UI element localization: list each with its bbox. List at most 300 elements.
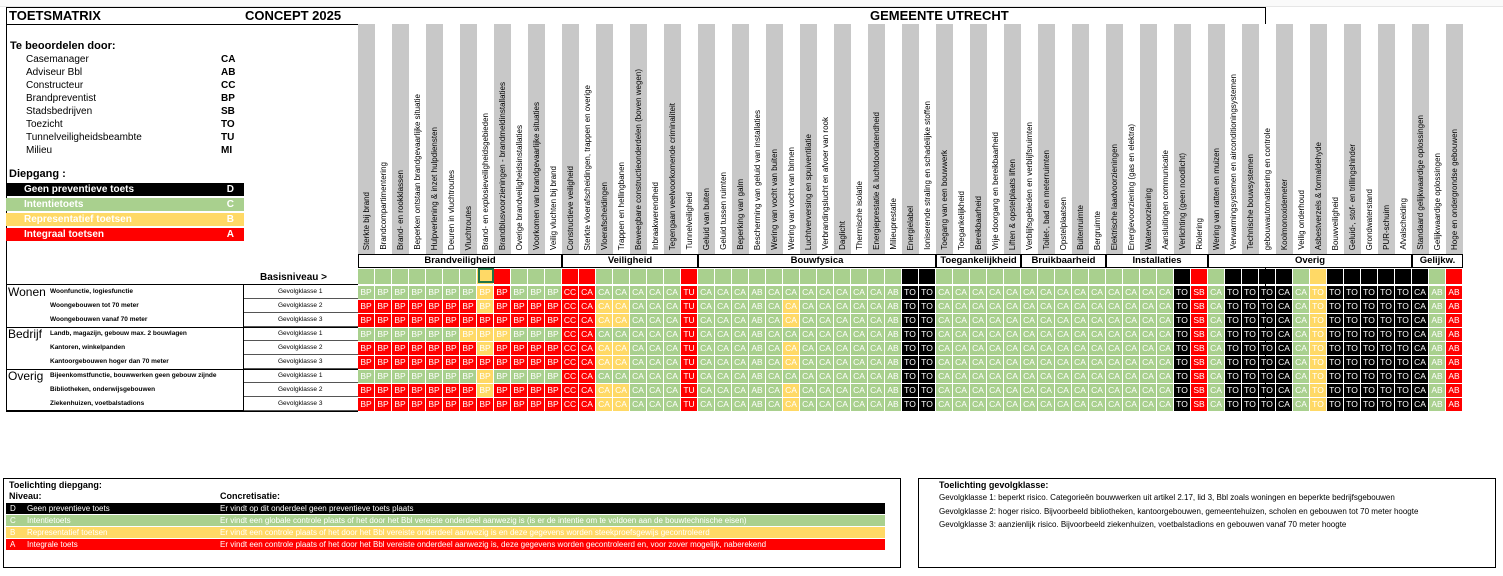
- matrix-cell[interactable]: TO: [1361, 342, 1378, 355]
- matrix-cell[interactable]: CA: [1123, 342, 1140, 355]
- matrix-cell[interactable]: CA: [1106, 398, 1123, 411]
- matrix-cell[interactable]: BP: [392, 370, 409, 383]
- basis-cell[interactable]: [1004, 269, 1021, 284]
- matrix-cell[interactable]: TO: [902, 286, 919, 299]
- basis-cell[interactable]: [834, 269, 851, 284]
- matrix-cell[interactable]: CA: [1123, 300, 1140, 313]
- matrix-cell[interactable]: CA: [868, 356, 885, 369]
- matrix-cell[interactable]: TO: [1327, 398, 1344, 411]
- matrix-cell[interactable]: AB: [1446, 384, 1463, 397]
- matrix-cell[interactable]: TO: [1344, 314, 1361, 327]
- matrix-cell[interactable]: TU: [681, 300, 698, 313]
- matrix-cell[interactable]: CA: [664, 328, 681, 341]
- basis-cell[interactable]: [1327, 269, 1344, 284]
- matrix-cell[interactable]: CA: [1004, 314, 1021, 327]
- matrix-cell[interactable]: TO: [1395, 370, 1412, 383]
- matrix-cell[interactable]: TO: [1395, 314, 1412, 327]
- matrix-cell[interactable]: SB: [1191, 342, 1208, 355]
- matrix-cell[interactable]: TO: [1327, 356, 1344, 369]
- basis-cell[interactable]: [1310, 269, 1327, 284]
- matrix-cell[interactable]: CA: [647, 342, 664, 355]
- basis-cell[interactable]: [1293, 269, 1310, 284]
- matrix-cell[interactable]: CA: [1140, 314, 1157, 327]
- matrix-cell[interactable]: CA: [1055, 384, 1072, 397]
- matrix-cell[interactable]: CA: [1055, 342, 1072, 355]
- matrix-cell[interactable]: TO: [902, 398, 919, 411]
- matrix-cell[interactable]: CA: [1089, 328, 1106, 341]
- matrix-cell[interactable]: SB: [1191, 370, 1208, 383]
- matrix-cell[interactable]: TO: [902, 370, 919, 383]
- matrix-cell[interactable]: TO: [1310, 286, 1327, 299]
- matrix-cell[interactable]: TO: [1242, 342, 1259, 355]
- matrix-cell[interactable]: BP: [409, 300, 426, 313]
- matrix-cell[interactable]: BP: [375, 384, 392, 397]
- matrix-cell[interactable]: CA: [953, 356, 970, 369]
- matrix-cell[interactable]: CA: [715, 328, 732, 341]
- matrix-cell[interactable]: BP: [528, 342, 545, 355]
- matrix-cell[interactable]: AB: [1429, 328, 1446, 341]
- matrix-cell[interactable]: CA: [1072, 398, 1089, 411]
- matrix-cell[interactable]: TO: [1225, 370, 1242, 383]
- basis-cell[interactable]: [1412, 269, 1429, 284]
- matrix-cell[interactable]: CA: [579, 398, 596, 411]
- basis-cell[interactable]: [579, 269, 596, 284]
- matrix-cell[interactable]: CA: [800, 356, 817, 369]
- matrix-cell[interactable]: CA: [664, 286, 681, 299]
- matrix-cell[interactable]: CA: [732, 398, 749, 411]
- matrix-cell[interactable]: TO: [919, 342, 936, 355]
- matrix-cell[interactable]: CA: [1055, 300, 1072, 313]
- matrix-cell[interactable]: CA: [987, 314, 1004, 327]
- matrix-cell[interactable]: BP: [460, 328, 477, 341]
- basis-cell[interactable]: [1429, 269, 1446, 284]
- matrix-cell[interactable]: CA: [596, 398, 613, 411]
- matrix-cell[interactable]: CA: [1106, 314, 1123, 327]
- matrix-cell[interactable]: CA: [1276, 314, 1293, 327]
- matrix-cell[interactable]: CA: [1157, 398, 1174, 411]
- matrix-cell[interactable]: TO: [1174, 398, 1191, 411]
- matrix-cell[interactable]: TO: [1327, 300, 1344, 313]
- matrix-cell[interactable]: CA: [1123, 286, 1140, 299]
- matrix-cell[interactable]: TO: [1310, 300, 1327, 313]
- matrix-cell[interactable]: CA: [1293, 286, 1310, 299]
- matrix-cell[interactable]: SB: [1191, 300, 1208, 313]
- matrix-cell[interactable]: CA: [1123, 314, 1140, 327]
- matrix-cell[interactable]: CA: [1072, 328, 1089, 341]
- matrix-cell[interactable]: AB: [1446, 286, 1463, 299]
- matrix-cell[interactable]: CC: [562, 300, 579, 313]
- matrix-cell[interactable]: CA: [834, 398, 851, 411]
- matrix-cell[interactable]: CA: [1412, 286, 1429, 299]
- matrix-cell[interactable]: CA: [1072, 314, 1089, 327]
- matrix-cell[interactable]: BP: [409, 286, 426, 299]
- matrix-cell[interactable]: TO: [1378, 356, 1395, 369]
- matrix-cell[interactable]: TO: [1242, 356, 1259, 369]
- matrix-cell[interactable]: TO: [1344, 300, 1361, 313]
- matrix-cell[interactable]: TO: [1225, 328, 1242, 341]
- matrix-cell[interactable]: TO: [919, 314, 936, 327]
- matrix-cell[interactable]: BP: [460, 398, 477, 411]
- matrix-cell[interactable]: CA: [783, 356, 800, 369]
- matrix-cell[interactable]: CA: [1208, 314, 1225, 327]
- matrix-cell[interactable]: AB: [1446, 398, 1463, 411]
- matrix-cell[interactable]: CA: [579, 384, 596, 397]
- matrix-cell[interactable]: BP: [511, 356, 528, 369]
- matrix-cell[interactable]: BP: [443, 300, 460, 313]
- matrix-cell[interactable]: TO: [919, 300, 936, 313]
- basis-cell[interactable]: [375, 269, 392, 284]
- matrix-cell[interactable]: BP: [426, 356, 443, 369]
- matrix-cell[interactable]: AB: [1429, 356, 1446, 369]
- matrix-cell[interactable]: TO: [1361, 314, 1378, 327]
- matrix-cell[interactable]: TU: [681, 342, 698, 355]
- matrix-cell[interactable]: CA: [1004, 398, 1021, 411]
- matrix-cell[interactable]: AB: [749, 328, 766, 341]
- matrix-cell[interactable]: TO: [1310, 356, 1327, 369]
- matrix-cell[interactable]: CA: [987, 356, 1004, 369]
- matrix-cell[interactable]: CA: [1140, 286, 1157, 299]
- matrix-cell[interactable]: CA: [936, 314, 953, 327]
- matrix-cell[interactable]: BP: [392, 356, 409, 369]
- matrix-cell[interactable]: AB: [1429, 342, 1446, 355]
- matrix-cell[interactable]: BP: [375, 356, 392, 369]
- basis-cell[interactable]: [358, 269, 375, 284]
- matrix-cell[interactable]: BP: [545, 370, 562, 383]
- matrix-cell[interactable]: CA: [970, 328, 987, 341]
- matrix-cell[interactable]: CA: [613, 286, 630, 299]
- matrix-cell[interactable]: CA: [766, 398, 783, 411]
- matrix-cell[interactable]: CA: [630, 300, 647, 313]
- matrix-cell[interactable]: BP: [443, 370, 460, 383]
- matrix-cell[interactable]: CA: [1021, 314, 1038, 327]
- matrix-cell[interactable]: TO: [1361, 370, 1378, 383]
- matrix-cell[interactable]: CA: [1106, 356, 1123, 369]
- matrix-cell[interactable]: TO: [919, 370, 936, 383]
- matrix-cell[interactable]: CC: [562, 356, 579, 369]
- basis-cell[interactable]: [1055, 269, 1072, 284]
- matrix-cell[interactable]: CA: [766, 328, 783, 341]
- matrix-cell[interactable]: TO: [1327, 370, 1344, 383]
- matrix-cell[interactable]: BP: [426, 398, 443, 411]
- basis-cell[interactable]: [1089, 269, 1106, 284]
- matrix-cell[interactable]: CA: [953, 384, 970, 397]
- basis-cell[interactable]: [715, 269, 732, 284]
- matrix-cell[interactable]: AB: [1446, 328, 1463, 341]
- matrix-cell[interactable]: CA: [970, 342, 987, 355]
- matrix-cell[interactable]: CA: [1055, 398, 1072, 411]
- matrix-cell[interactable]: CA: [1072, 286, 1089, 299]
- matrix-cell[interactable]: BP: [494, 314, 511, 327]
- matrix-cell[interactable]: CA: [1072, 356, 1089, 369]
- matrix-cell[interactable]: AB: [885, 314, 902, 327]
- matrix-cell[interactable]: BP: [426, 370, 443, 383]
- matrix-cell[interactable]: CA: [800, 398, 817, 411]
- matrix-cell[interactable]: TO: [1259, 370, 1276, 383]
- matrix-cell[interactable]: CA: [1208, 356, 1225, 369]
- matrix-cell[interactable]: TO: [1174, 370, 1191, 383]
- basis-cell[interactable]: [596, 269, 613, 284]
- matrix-cell[interactable]: BP: [511, 342, 528, 355]
- matrix-cell[interactable]: SB: [1191, 328, 1208, 341]
- matrix-cell[interactable]: TO: [1174, 286, 1191, 299]
- basis-cell[interactable]: [698, 269, 715, 284]
- matrix-cell[interactable]: CA: [698, 384, 715, 397]
- matrix-cell[interactable]: CA: [1123, 328, 1140, 341]
- matrix-cell[interactable]: CA: [1293, 314, 1310, 327]
- matrix-cell[interactable]: CA: [1293, 398, 1310, 411]
- matrix-cell[interactable]: TO: [1225, 314, 1242, 327]
- matrix-cell[interactable]: CA: [868, 370, 885, 383]
- matrix-cell[interactable]: TO: [1259, 398, 1276, 411]
- matrix-cell[interactable]: CA: [1293, 356, 1310, 369]
- matrix-cell[interactable]: BP: [477, 342, 494, 355]
- matrix-cell[interactable]: TO: [1225, 398, 1242, 411]
- matrix-cell[interactable]: CA: [579, 328, 596, 341]
- matrix-cell[interactable]: BP: [358, 370, 375, 383]
- matrix-cell[interactable]: CA: [817, 300, 834, 313]
- matrix-cell[interactable]: TO: [1361, 328, 1378, 341]
- matrix-cell[interactable]: CC: [562, 328, 579, 341]
- matrix-cell[interactable]: CA: [868, 328, 885, 341]
- matrix-cell[interactable]: CA: [1157, 370, 1174, 383]
- matrix-cell[interactable]: TO: [1174, 356, 1191, 369]
- matrix-cell[interactable]: CA: [1021, 286, 1038, 299]
- matrix-cell[interactable]: CA: [1123, 356, 1140, 369]
- matrix-cell[interactable]: CA: [596, 356, 613, 369]
- matrix-cell[interactable]: BP: [409, 370, 426, 383]
- matrix-cell[interactable]: BP: [545, 356, 562, 369]
- matrix-cell[interactable]: TO: [1395, 328, 1412, 341]
- matrix-cell[interactable]: BP: [426, 300, 443, 313]
- matrix-cell[interactable]: CA: [1004, 300, 1021, 313]
- matrix-cell[interactable]: TO: [1327, 328, 1344, 341]
- matrix-cell[interactable]: SB: [1191, 314, 1208, 327]
- matrix-cell[interactable]: TO: [1344, 356, 1361, 369]
- matrix-cell[interactable]: CA: [715, 314, 732, 327]
- matrix-cell[interactable]: CA: [698, 286, 715, 299]
- matrix-cell[interactable]: CA: [1208, 286, 1225, 299]
- matrix-cell[interactable]: TO: [1378, 286, 1395, 299]
- matrix-cell[interactable]: TO: [1378, 300, 1395, 313]
- matrix-cell[interactable]: TO: [902, 384, 919, 397]
- matrix-cell[interactable]: CA: [647, 314, 664, 327]
- matrix-cell[interactable]: BP: [494, 370, 511, 383]
- matrix-cell[interactable]: CA: [647, 286, 664, 299]
- matrix-cell[interactable]: BP: [528, 370, 545, 383]
- matrix-cell[interactable]: TO: [919, 328, 936, 341]
- matrix-cell[interactable]: CA: [1089, 314, 1106, 327]
- matrix-cell[interactable]: BP: [358, 356, 375, 369]
- matrix-cell[interactable]: BP: [460, 370, 477, 383]
- basis-cell[interactable]: [1276, 269, 1293, 284]
- matrix-cell[interactable]: CA: [1293, 384, 1310, 397]
- matrix-cell[interactable]: BP: [358, 328, 375, 341]
- basis-cell[interactable]: [1344, 269, 1361, 284]
- matrix-cell[interactable]: CA: [936, 342, 953, 355]
- matrix-cell[interactable]: CA: [1276, 328, 1293, 341]
- basis-cell[interactable]: [1225, 269, 1242, 284]
- matrix-cell[interactable]: TO: [1378, 398, 1395, 411]
- matrix-cell[interactable]: BP: [477, 384, 494, 397]
- matrix-cell[interactable]: CA: [1038, 314, 1055, 327]
- basis-cell[interactable]: [749, 269, 766, 284]
- basis-cell[interactable]: [613, 269, 630, 284]
- matrix-cell[interactable]: CA: [1038, 398, 1055, 411]
- matrix-cell[interactable]: CA: [715, 398, 732, 411]
- matrix-cell[interactable]: TO: [1361, 286, 1378, 299]
- matrix-cell[interactable]: BP: [375, 314, 392, 327]
- basis-cell[interactable]: [409, 269, 426, 284]
- matrix-cell[interactable]: CA: [817, 342, 834, 355]
- matrix-cell[interactable]: CA: [1276, 398, 1293, 411]
- matrix-cell[interactable]: CA: [596, 384, 613, 397]
- basis-cell[interactable]: [1361, 269, 1378, 284]
- matrix-cell[interactable]: CA: [698, 370, 715, 383]
- matrix-cell[interactable]: BP: [460, 300, 477, 313]
- basis-cell[interactable]: [902, 269, 919, 284]
- matrix-cell[interactable]: CA: [613, 370, 630, 383]
- matrix-cell[interactable]: CA: [783, 300, 800, 313]
- matrix-cell[interactable]: CA: [664, 370, 681, 383]
- matrix-cell[interactable]: CA: [936, 356, 953, 369]
- matrix-cell[interactable]: CA: [987, 384, 1004, 397]
- basis-cell[interactable]: [1174, 269, 1191, 284]
- matrix-cell[interactable]: CA: [1412, 370, 1429, 383]
- matrix-cell[interactable]: CA: [596, 300, 613, 313]
- matrix-cell[interactable]: CA: [1089, 398, 1106, 411]
- matrix-cell[interactable]: CA: [953, 342, 970, 355]
- matrix-cell[interactable]: CA: [579, 300, 596, 313]
- matrix-cell[interactable]: BP: [477, 328, 494, 341]
- matrix-cell[interactable]: CA: [613, 384, 630, 397]
- matrix-cell[interactable]: TO: [1259, 328, 1276, 341]
- matrix-cell[interactable]: CA: [936, 286, 953, 299]
- matrix-cell[interactable]: BP: [494, 398, 511, 411]
- matrix-cell[interactable]: CA: [1106, 328, 1123, 341]
- matrix-cell[interactable]: BP: [426, 384, 443, 397]
- matrix-cell[interactable]: AB: [749, 384, 766, 397]
- matrix-cell[interactable]: BP: [511, 370, 528, 383]
- matrix-cell[interactable]: AB: [1446, 356, 1463, 369]
- matrix-cell[interactable]: AB: [749, 300, 766, 313]
- matrix-cell[interactable]: BP: [443, 356, 460, 369]
- matrix-cell[interactable]: BP: [443, 342, 460, 355]
- matrix-cell[interactable]: SB: [1191, 356, 1208, 369]
- matrix-cell[interactable]: AB: [885, 370, 902, 383]
- matrix-cell[interactable]: TO: [1242, 314, 1259, 327]
- matrix-cell[interactable]: CA: [800, 370, 817, 383]
- matrix-cell[interactable]: AB: [1446, 314, 1463, 327]
- basis-cell[interactable]: [1395, 269, 1412, 284]
- matrix-cell[interactable]: TU: [681, 384, 698, 397]
- matrix-cell[interactable]: TU: [681, 286, 698, 299]
- matrix-cell[interactable]: TO: [1310, 370, 1327, 383]
- matrix-cell[interactable]: CA: [1208, 398, 1225, 411]
- matrix-cell[interactable]: CA: [715, 384, 732, 397]
- matrix-cell[interactable]: BP: [511, 384, 528, 397]
- matrix-cell[interactable]: BP: [358, 398, 375, 411]
- matrix-cell[interactable]: BP: [545, 314, 562, 327]
- matrix-cell[interactable]: CA: [1140, 300, 1157, 313]
- matrix-cell[interactable]: TO: [1242, 370, 1259, 383]
- matrix-cell[interactable]: CA: [630, 384, 647, 397]
- basis-cell[interactable]: [1191, 269, 1208, 284]
- matrix-cell[interactable]: BP: [528, 356, 545, 369]
- matrix-cell[interactable]: TO: [902, 328, 919, 341]
- matrix-cell[interactable]: CA: [732, 384, 749, 397]
- matrix-cell[interactable]: TO: [1395, 300, 1412, 313]
- matrix-cell[interactable]: TO: [1174, 300, 1191, 313]
- matrix-cell[interactable]: TO: [1378, 342, 1395, 355]
- matrix-cell[interactable]: CA: [1055, 328, 1072, 341]
- matrix-cell[interactable]: CA: [970, 398, 987, 411]
- matrix-cell[interactable]: CA: [987, 398, 1004, 411]
- matrix-cell[interactable]: CA: [1004, 370, 1021, 383]
- basis-cell[interactable]: [766, 269, 783, 284]
- matrix-cell[interactable]: CA: [579, 356, 596, 369]
- matrix-cell[interactable]: CA: [868, 384, 885, 397]
- matrix-cell[interactable]: BP: [426, 342, 443, 355]
- basis-cell[interactable]: [1038, 269, 1055, 284]
- matrix-cell[interactable]: BP: [392, 384, 409, 397]
- matrix-cell[interactable]: CA: [1208, 300, 1225, 313]
- matrix-cell[interactable]: CA: [664, 356, 681, 369]
- matrix-cell[interactable]: BP: [511, 314, 528, 327]
- matrix-cell[interactable]: CC: [562, 314, 579, 327]
- matrix-cell[interactable]: AB: [749, 356, 766, 369]
- matrix-cell[interactable]: BP: [409, 342, 426, 355]
- matrix-cell[interactable]: CA: [851, 384, 868, 397]
- matrix-cell[interactable]: TO: [1174, 314, 1191, 327]
- matrix-cell[interactable]: CA: [1140, 342, 1157, 355]
- matrix-cell[interactable]: CA: [953, 328, 970, 341]
- matrix-cell[interactable]: BP: [528, 314, 545, 327]
- matrix-cell[interactable]: CA: [970, 370, 987, 383]
- matrix-cell[interactable]: TO: [902, 342, 919, 355]
- matrix-cell[interactable]: TO: [1344, 286, 1361, 299]
- matrix-cell[interactable]: BP: [545, 286, 562, 299]
- matrix-cell[interactable]: TO: [1378, 370, 1395, 383]
- matrix-cell[interactable]: CA: [1021, 300, 1038, 313]
- matrix-cell[interactable]: CA: [953, 300, 970, 313]
- basis-cell[interactable]: [1106, 269, 1123, 284]
- matrix-cell[interactable]: CA: [970, 356, 987, 369]
- basis-cell[interactable]: [664, 269, 681, 284]
- matrix-cell[interactable]: TO: [1395, 384, 1412, 397]
- matrix-cell[interactable]: CA: [1106, 300, 1123, 313]
- matrix-cell[interactable]: CA: [1004, 384, 1021, 397]
- matrix-cell[interactable]: BP: [460, 286, 477, 299]
- matrix-cell[interactable]: TO: [1259, 356, 1276, 369]
- matrix-cell[interactable]: TO: [1310, 384, 1327, 397]
- matrix-cell[interactable]: AB: [885, 398, 902, 411]
- matrix-cell[interactable]: TO: [1174, 328, 1191, 341]
- matrix-cell[interactable]: CA: [1208, 342, 1225, 355]
- matrix-cell[interactable]: CA: [1293, 300, 1310, 313]
- matrix-cell[interactable]: BP: [426, 328, 443, 341]
- matrix-cell[interactable]: TO: [1310, 398, 1327, 411]
- matrix-cell[interactable]: BP: [409, 356, 426, 369]
- matrix-cell[interactable]: BP: [375, 328, 392, 341]
- matrix-cell[interactable]: CA: [1089, 286, 1106, 299]
- matrix-cell[interactable]: AB: [885, 384, 902, 397]
- matrix-cell[interactable]: CA: [868, 286, 885, 299]
- matrix-cell[interactable]: CA: [1055, 286, 1072, 299]
- matrix-cell[interactable]: BP: [375, 342, 392, 355]
- matrix-cell[interactable]: CA: [1276, 286, 1293, 299]
- matrix-cell[interactable]: CA: [715, 300, 732, 313]
- matrix-cell[interactable]: CA: [783, 370, 800, 383]
